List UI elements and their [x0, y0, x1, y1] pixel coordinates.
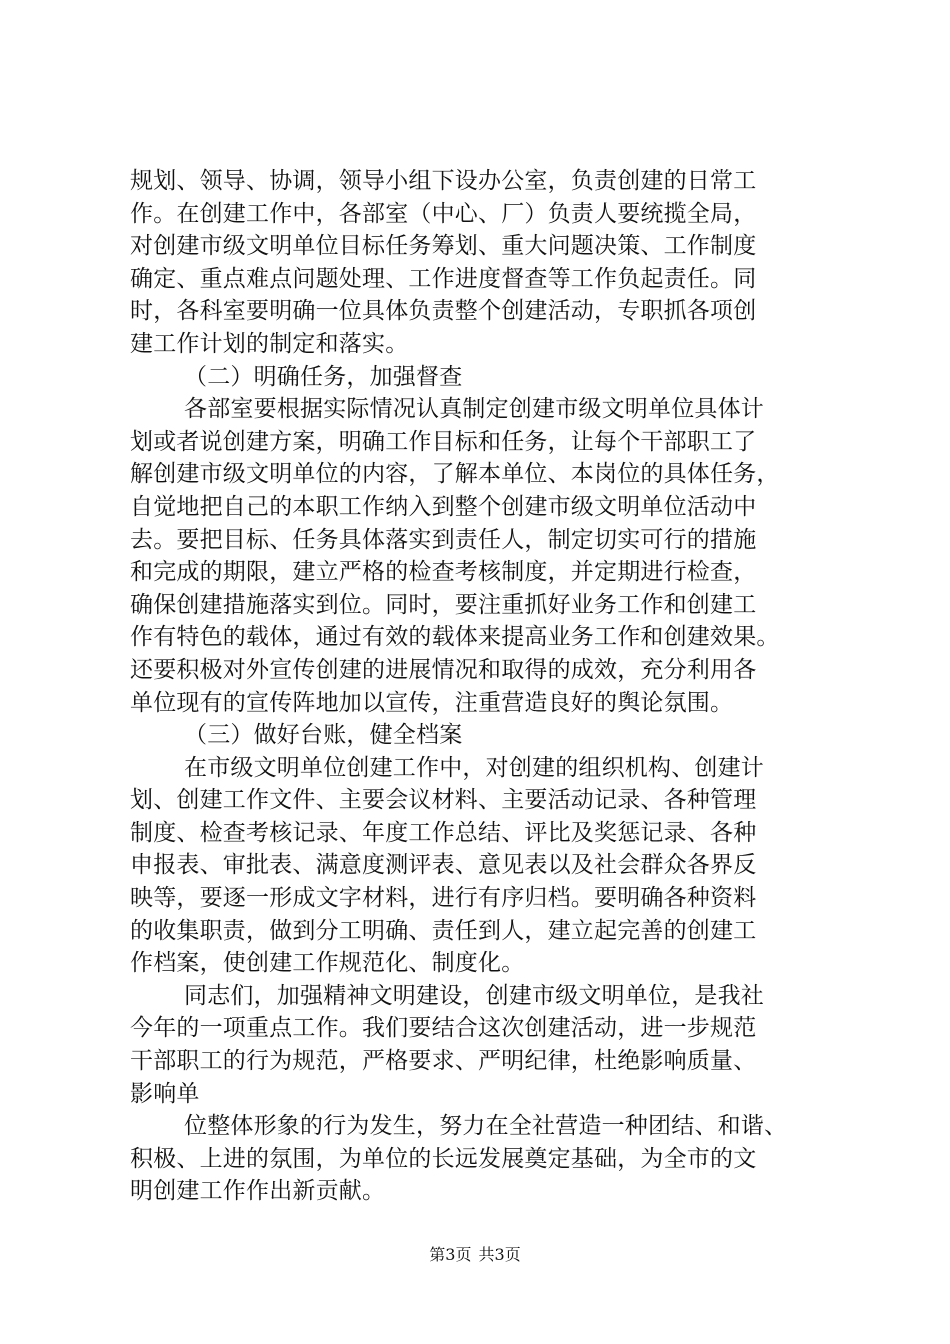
text-line: 位整体形象的行为发生，努力在全社营造一种团结、和谐、: [184, 1113, 788, 1140]
text-line: 和完成的期限，建立严格的检查考核制度，并定期进行检查，: [130, 559, 757, 586]
text-line: 在市级文明单位创建工作中，对创建的组织机构、创建计: [184, 754, 764, 781]
text-line: 划或者说创建方案，明确工作目标和任务，让每个干部职工了: [130, 428, 757, 455]
text-line: 自觉地把自己的本职工作纳入到整个创建市级文明单位活动中: [130, 493, 757, 520]
text-line: 对创建市级文明单位目标任务筹划、重大问题决策、工作制度: [130, 233, 757, 260]
text-line: 作有特色的载体，通过有效的载体来提高业务工作和创建效果。: [130, 624, 780, 651]
text-line: 干部职工的行为规范，严格要求、严明纪律，杜绝影响质量、: [130, 1048, 757, 1075]
page-number: 第3页: [429, 1245, 472, 1264]
text-line: 的收集职责，做到分工明确、责任到人，建立起完善的创建工: [130, 917, 757, 944]
text-line: 映等，要逐一形成文字材料，进行有序归档。要明确各种资料: [130, 885, 757, 912]
text-line: 还要积极对外宣传创建的进展情况和取得的成效，充分利用各: [130, 656, 757, 683]
page-total: 共3页: [478, 1245, 521, 1264]
text-line: 积极、上进的氛围，为单位的长远发展奠定基础，为全市的文: [130, 1145, 757, 1172]
text-line: 解创建市级文明单位的内容，了解本单位、本岗位的具体任务，: [130, 461, 780, 488]
text-line: 确保创建措施落实到位。同时，要注重抓好业务工作和创建工: [130, 591, 757, 618]
text-line: 规划、领导、协调，领导小组下设办公室，负责创建的日常工: [130, 168, 757, 194]
text-line: 制度、检查考核记录、年度工作总结、评比及奖惩记录、各种: [130, 819, 757, 846]
text-line: 去。要把目标、任务具体落实到责任人，制定切实可行的措施: [130, 526, 757, 553]
text-line: 时，各科室要明确一位具体负责整个创建活动，专职抓各项创: [130, 298, 757, 325]
text-line: 明创建工作作出新贡献。: [130, 1178, 386, 1205]
page-footer: [0, 1242, 950, 1265]
text-line: 作。在创建工作中，各部室（中心、厂）负责人要统揽全局，: [130, 200, 757, 227]
text-line: 今年的一项重点工作。我们要结合这次创建活动，进一步规范: [130, 1015, 757, 1042]
text-line: 各部室要根据实际情况认真制定创建市级文明单位具体计: [184, 396, 764, 423]
text-line: 划、创建工作文件、主要会议材料、主要活动记录、各种管理: [130, 787, 757, 814]
text-line: （二）明确任务，加强督查: [184, 363, 463, 390]
document-body: [130, 165, 830, 1208]
text-line: 申报表、审批表、满意度测评表、意见表以及社会群众各界反: [130, 852, 757, 879]
text-line: 同志们，加强精神文明建设，创建市级文明单位，是我社: [184, 982, 764, 1009]
text-line: 单位现有的宣传阵地加以宣传，注重营造良好的舆论氛围。: [130, 689, 734, 716]
text-line: 确定、重点难点问题处理、工作进度督查等工作负起责任。同: [130, 265, 757, 292]
text-line: 作档案，使创建工作规范化、制度化。: [130, 950, 525, 977]
text-line: （三）做好台账，健全档案: [184, 722, 463, 749]
text-line: 建工作计划的制定和落实。: [130, 330, 409, 357]
text-line: 影响单: [130, 1080, 200, 1107]
